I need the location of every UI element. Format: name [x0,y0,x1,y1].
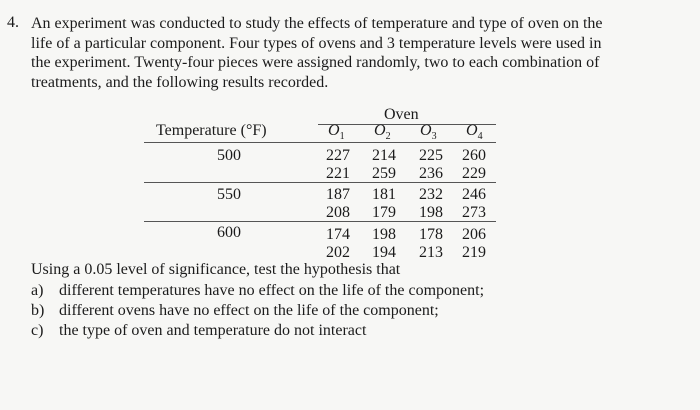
intro-line: the experiment. Twenty-four pieces were assigned randomly, two to each combination of [31,54,600,71]
question-parts [31,281,484,341]
part-label: c) [31,322,44,339]
table-cell: 179 [372,204,396,221]
part-label: b) [31,302,45,319]
table-cell: 273 [462,204,486,221]
problem-intro [31,14,686,92]
question-part-b [31,301,484,321]
table-cell: 221 [326,165,350,182]
question-part-a [31,281,484,301]
intro-line: An experiment was conducted to study the effects of temperature and type of oven on the [31,15,603,32]
table-cell: 187 [326,186,350,203]
column-header-o2: $O_2$ [374,122,391,143]
table-cell: 198 [419,204,443,221]
question-part-c [31,321,484,341]
table-cell: 206 [462,226,486,243]
temperature-600: 600 [217,224,241,241]
table-cell: 178 [419,226,443,243]
part-text: different ovens have no effect on the life of the component; [59,302,439,319]
table-cell: 260 [462,147,486,164]
column-header-o1: $O_1$ [328,122,345,143]
table-cell: 236 [419,165,443,182]
intro-line: life of a particular component. Four types of ovens and 3 temperature levels were used in [31,34,602,52]
table-cell: 213 [419,244,443,261]
table-cell: 202 [326,244,350,261]
table-cell: 219 [462,244,486,261]
temperature-550: 550 [217,186,241,203]
table-cell: 194 [372,244,396,261]
header-rule [144,142,496,143]
table-cell: 198 [372,226,396,243]
column-header-o3: $O_3$ [420,122,437,143]
column-header-o4: $O_4$ [466,122,483,143]
intro-line: treatments, and the following results recorded. [31,73,329,91]
row-rule [144,182,496,183]
table-cell: 259 [372,165,396,182]
problem-number: 4. [7,14,19,31]
table-cell: 181 [372,186,396,203]
table-cell: 208 [326,204,350,221]
part-text: different temperatures have no effect on the life of the component; [59,282,485,299]
oven-header: Oven [384,106,419,123]
table-cell: 214 [372,147,396,164]
table-cell: 246 [462,186,486,203]
temperature-header: Temperature (°F) [156,122,267,139]
question-text: Using a 0.05 level of significance, test the hypothesis that [31,261,401,278]
table-cell: 229 [462,165,486,182]
table-cell: 232 [419,186,443,203]
part-text: the type of oven and temperature do not interact [59,322,367,339]
table-cell: 174 [326,226,350,243]
part-label: a) [31,282,44,299]
row-rule [144,221,496,222]
temperature-500: 500 [217,147,241,164]
table-cell: 227 [326,147,350,164]
table-cell: 225 [419,147,443,164]
